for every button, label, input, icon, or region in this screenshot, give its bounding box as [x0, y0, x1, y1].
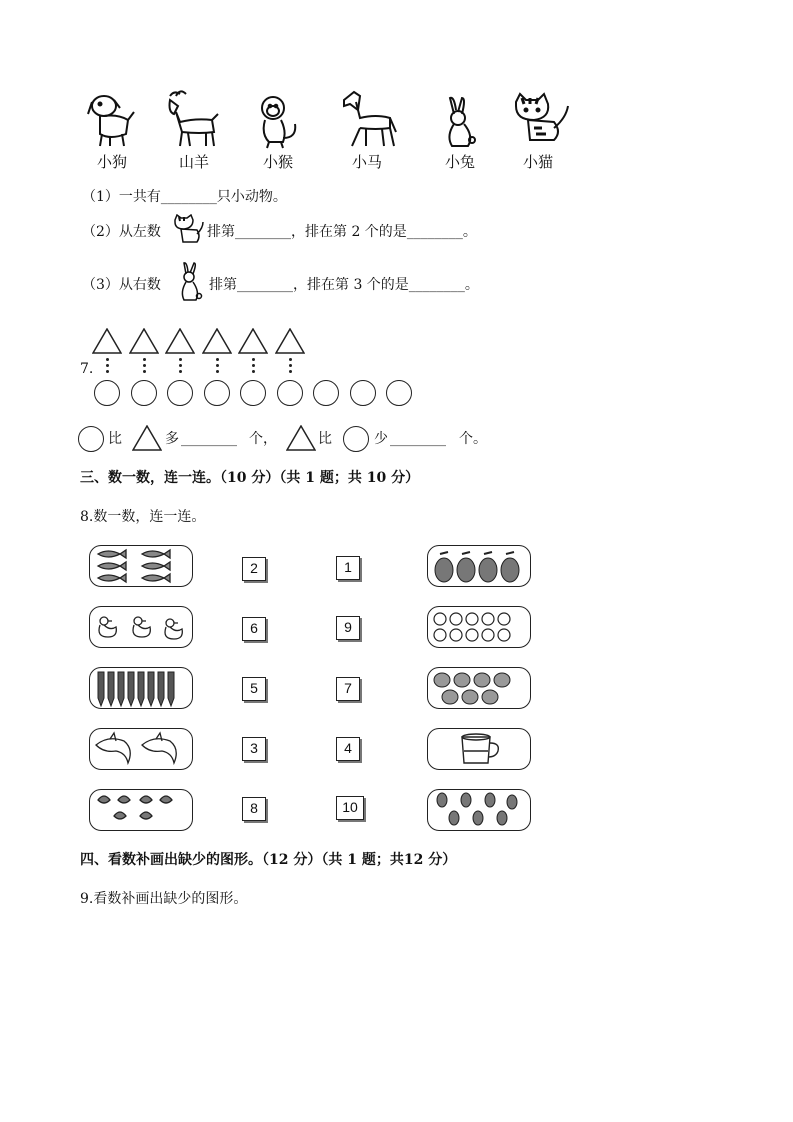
- q7-dots: [252, 358, 256, 376]
- animal-label-goat: 山羊: [178, 153, 209, 171]
- compare-bi: 比: [108, 431, 122, 447]
- q9-label: 9.看数补画出缺少的图形。: [80, 891, 248, 907]
- compare-circle-1: [78, 426, 104, 452]
- q7-number: 7.: [80, 361, 94, 377]
- q7-circle: [94, 380, 120, 406]
- q7-shapes: [0, 0, 793, 420]
- q6-2-blank1[interactable]: ________: [235, 224, 291, 240]
- compare-triangle-1: [132, 425, 162, 451]
- q7-circle: [386, 380, 412, 406]
- compare-blank-2[interactable]: ________: [390, 431, 446, 447]
- q6-3-prefix: （3）从右数: [82, 277, 161, 293]
- q6-3-blank1[interactable]: ________: [237, 277, 293, 293]
- animal-dog: [82, 90, 146, 154]
- q7-dots: [216, 358, 220, 376]
- compare-triangle-2: [286, 425, 316, 451]
- q6-2: [82, 223, 161, 241]
- number-box-left-2[interactable]: 6: [242, 617, 266, 641]
- picture-box-ducks: [89, 606, 193, 648]
- animal-label-cat: 小猫: [522, 153, 553, 171]
- q7-dots: [179, 358, 183, 376]
- q6-2-mid2: ，排在第 2 个的是: [291, 224, 407, 240]
- q6-2-end: 。: [462, 224, 477, 240]
- q6-3-mid: 排第: [209, 277, 237, 293]
- compare-bi-2: 比: [318, 431, 332, 447]
- cat-small-icon: [171, 214, 205, 246]
- picture-box-fish: [89, 545, 193, 587]
- q7-dots: [106, 358, 110, 376]
- compare-shao: 少: [374, 431, 388, 447]
- compare-duo: 多: [165, 431, 179, 447]
- animal-monkey: [247, 92, 311, 156]
- q7-dots: [289, 358, 293, 376]
- number-box-left-1[interactable]: 2: [242, 557, 266, 581]
- q7-circle: [350, 380, 376, 406]
- q6-2-mid: 排第: [207, 224, 235, 240]
- q6-1-blank[interactable]: ________: [160, 189, 217, 205]
- number-box-left-5[interactable]: 8: [242, 797, 266, 821]
- q7-circle: [167, 380, 193, 406]
- number-box-right-2[interactable]: 9: [336, 616, 360, 640]
- number-box-right-5[interactable]: 10: [336, 796, 364, 820]
- animal-label-monkey: 小猴: [262, 153, 293, 171]
- q7-triangle: [238, 328, 268, 354]
- q6-1-suffix: 只小动物。: [216, 189, 287, 205]
- animal-label-dog: 小狗: [96, 153, 127, 171]
- number-box-right-1[interactable]: 1: [336, 556, 360, 580]
- picture-box-pinecones: [427, 789, 531, 831]
- q8-label: 8.数一数，连一连。: [80, 509, 206, 525]
- compare-circle-2: [343, 426, 369, 452]
- q7-triangle: [165, 328, 195, 354]
- number-box-left-4[interactable]: 3: [242, 737, 266, 761]
- picture-box-cup: [427, 728, 531, 770]
- compare-ge-1: 个，: [249, 431, 277, 447]
- q7-circle: [313, 380, 339, 406]
- section4-title: 四、看数补画出缺少的图形。（12 分）（共 1 题；共12 分）: [80, 852, 457, 868]
- picture-box-peaches: [427, 606, 531, 648]
- picture-box-dolphins: [89, 728, 193, 770]
- q6-1: [82, 188, 287, 206]
- picture-box-leaves: [427, 667, 531, 709]
- picture-box-watermelons: [427, 545, 531, 587]
- q7-circle: [240, 380, 266, 406]
- number-box-right-4[interactable]: 4: [336, 737, 360, 761]
- q6-3-rest: [209, 276, 479, 294]
- q6-2-prefix: （2）从左数: [82, 224, 161, 240]
- q6-3-blank2[interactable]: ________: [408, 277, 465, 293]
- animal-goat: [160, 88, 224, 152]
- section3-title: 三、数一数，连一连。（10 分）（共 1 题；共 10 分）: [80, 470, 420, 486]
- q7-dots: [143, 358, 147, 376]
- q7-triangle: [202, 328, 232, 354]
- q7-triangle: [92, 328, 122, 354]
- animal-label-horse: 小马: [351, 153, 382, 171]
- q6-3-end: 。: [464, 277, 479, 293]
- q7-circle: [204, 380, 230, 406]
- compare-ge-2: 个。: [459, 431, 487, 447]
- q6-1-prefix: （1）一共有: [82, 189, 161, 205]
- q7-circle: [277, 380, 303, 406]
- compare-blank-1[interactable]: ________: [181, 431, 237, 447]
- q6-3-mid2: ，排在第 3 个的是: [293, 277, 409, 293]
- q7-compare: [78, 425, 498, 453]
- picture-box-birds: [89, 789, 193, 831]
- picture-box-pencils: [89, 667, 193, 709]
- q7-triangle: [275, 328, 305, 354]
- q6-2-blank2[interactable]: ________: [406, 224, 463, 240]
- q7-circle: [131, 380, 157, 406]
- q6-3: [82, 276, 161, 294]
- animal-cat: [508, 92, 572, 156]
- number-box-right-3[interactable]: 7: [336, 677, 360, 701]
- q7-triangle: [129, 328, 159, 354]
- animal-horse: [336, 88, 400, 152]
- animal-label-rabbit: 小兔: [444, 153, 475, 171]
- rabbit-small-icon: [174, 262, 208, 306]
- q6-2-rest: [207, 223, 477, 241]
- number-box-left-3[interactable]: 5: [242, 677, 266, 701]
